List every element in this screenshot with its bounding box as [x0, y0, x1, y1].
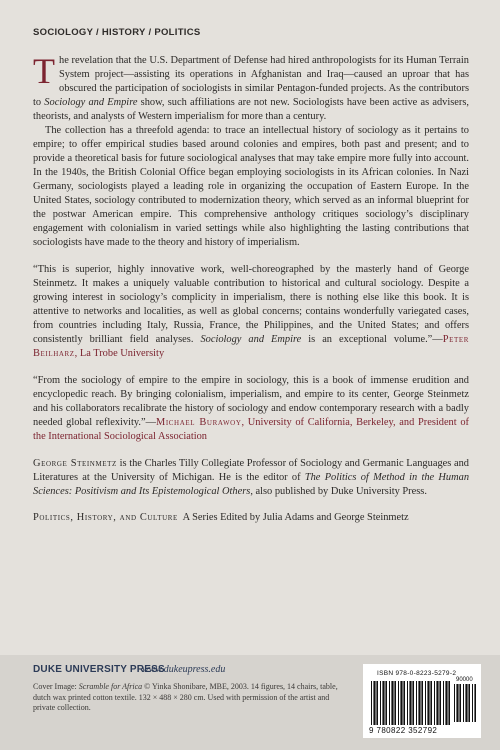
- blurb-p1-end: show, such affiliations are not new. Sociologists have been active as advisers, theorists, and analysts of Western imperialism for more than a century.: [33, 97, 469, 122]
- quote2-author: Michael Burawoy: [156, 417, 242, 428]
- quote2-affiliation: , University of California, Berkeley, and President of the International Sociological Association: [33, 417, 469, 442]
- cover-credit: [33, 682, 348, 714]
- quote1-end: is an exceptional volume.”—: [301, 334, 443, 345]
- credit-artwork-title: Scramble for Africa: [78, 682, 143, 691]
- category-label: SOCIOLOGY / HISTORY / POLITICS: [33, 27, 201, 38]
- barcode-digits: 9 780822 352792: [369, 726, 438, 735]
- series-editors: A Series Edited by Julia Adams and George Steinmetz: [182, 512, 409, 523]
- author-name: George Steinmetz: [33, 458, 117, 469]
- quote1-author: Peter Beilharz: [33, 334, 469, 359]
- publisher-url[interactable]: www.dukeupress.edu: [142, 664, 226, 675]
- quote1-title: Sociology and Empire: [200, 334, 302, 345]
- blurb-paragraph-2: The collection has a threefold agenda: to trace an intellectual history of sociology as it pertains to empire; to offer empirical studies based around colonies and empires, both past and present; and to provide a theoretical basis for future sociological analyses that may take empire more fully into account. In the 1940s, the British Colonial Office began employing sociologists in its African colonies. In Nazi Germany, sociologists played a leading role in organizing the occupation of Eastern Europe. In the United States, sociology contributed to modernization theory, which served as an informal blueprint for the postwar American empire. This comprehensive anthology critiques sociology’s disciplinary engagement with colonialism in varied settings while also highlighting the lasting contributions that sociologists have made to the theory and history of imperialism.: [33, 125, 469, 248]
- author-bio: [33, 457, 469, 499]
- author-bio-text: is the Charles Tilly Collegiate Professor of Sociology and Germanic Languages and Literatures at the University of Michigan. He is the editor of: [33, 458, 469, 483]
- author-bio-end: , also published by Duke University Press.: [250, 486, 427, 497]
- book-title-ref: Sociology and Empire: [44, 97, 138, 108]
- blurb-text: [33, 51, 470, 525]
- barcode-addon-icon: [454, 684, 476, 722]
- barcode-icon: [371, 681, 451, 725]
- quote1-text: “This is superior, highly innovative work, well-choreographed by the masterly hand of George Steinmetz. It makes a uniquely valuable contribution to historical and cultural sociology. Despite a growing interest in sociology’s complicity in imperialism, there is nothing else like this book. It is attentive to networks and localities, as well as global concerns; contains wonderfully variegated cases, from countries including Italy, Russia, France, the Philippines, and the United States; and offers consistently brilliant field analyses.: [33, 264, 469, 345]
- endorsement-1: [33, 263, 469, 361]
- author-book-title: The Politics of Method in the Human Sciences: Positivism and Its Epistemological Others: [33, 472, 470, 497]
- publisher-name: DUKE UNIVERSITY PRESS: [33, 664, 165, 675]
- series-line: [33, 511, 469, 525]
- endorsement-2: [33, 374, 469, 444]
- quote1-affiliation: , La Trobe University: [74, 348, 165, 359]
- barcode-addon-digits: 90000: [456, 677, 473, 683]
- credit-text: © Yinka Shonibare, MBE, 2003. 14 figures, 14 chairs, table, dutch wax printed cotton textile. 132 × 488 × 280 cm. Used with permission of the artist and private collection.: [33, 682, 338, 712]
- isbn-label: ISBN 978-0-8223-5279-2: [377, 670, 457, 677]
- blurb-paragraph-1: [33, 51, 469, 124]
- quote2-text: “From the sociology of empire to the empire in sociology, this is a book of immense erudition and encyclopedic reach. By bringing colonialism, imperialism, and empire to its center, George Steinmetz and his collaborators recalibrate the history of sociology and endow contemporary research with a badly needed global reflexivity.”—: [33, 375, 469, 428]
- blurb-p1-text: he revelation that the U.S. Department of Defense had hired anthropologists for its Human Terrain System project—assisting its operations in Afghanistan and Iraq—caused an uproar that has obscured the participation of sociologists in similar Pentagon-funded projects. As the contributors to: [33, 55, 469, 108]
- credit-label: Cover Image:: [33, 682, 79, 691]
- drop-cap: T: [33, 51, 55, 91]
- series-name: Politics, History, and Culture: [33, 512, 178, 523]
